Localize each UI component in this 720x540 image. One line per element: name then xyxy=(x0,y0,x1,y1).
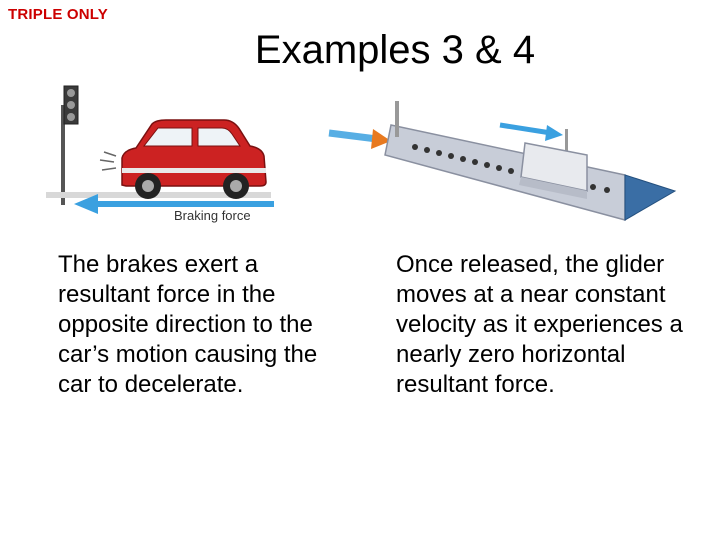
motion-arrow-left xyxy=(329,129,391,149)
car-icon xyxy=(122,120,266,199)
glider-explanation-text: Once released, the glider moves at a near constant velocity as it experiences a nearly zero horizontal resultant force. xyxy=(396,251,683,398)
braking-force-label: Braking force xyxy=(174,208,251,223)
glider-illustration xyxy=(325,95,685,225)
course-tag: TRIPLE ONLY xyxy=(8,6,108,23)
motion-arrow-right xyxy=(500,125,563,141)
car-explanation-text: The brakes exert a resultant force in the opposite direction to the car’s motion causing the car to decelerate. xyxy=(58,251,318,398)
slide-title: Examples 3 & 4 xyxy=(254,28,536,72)
car-braking-illustration xyxy=(44,80,284,230)
